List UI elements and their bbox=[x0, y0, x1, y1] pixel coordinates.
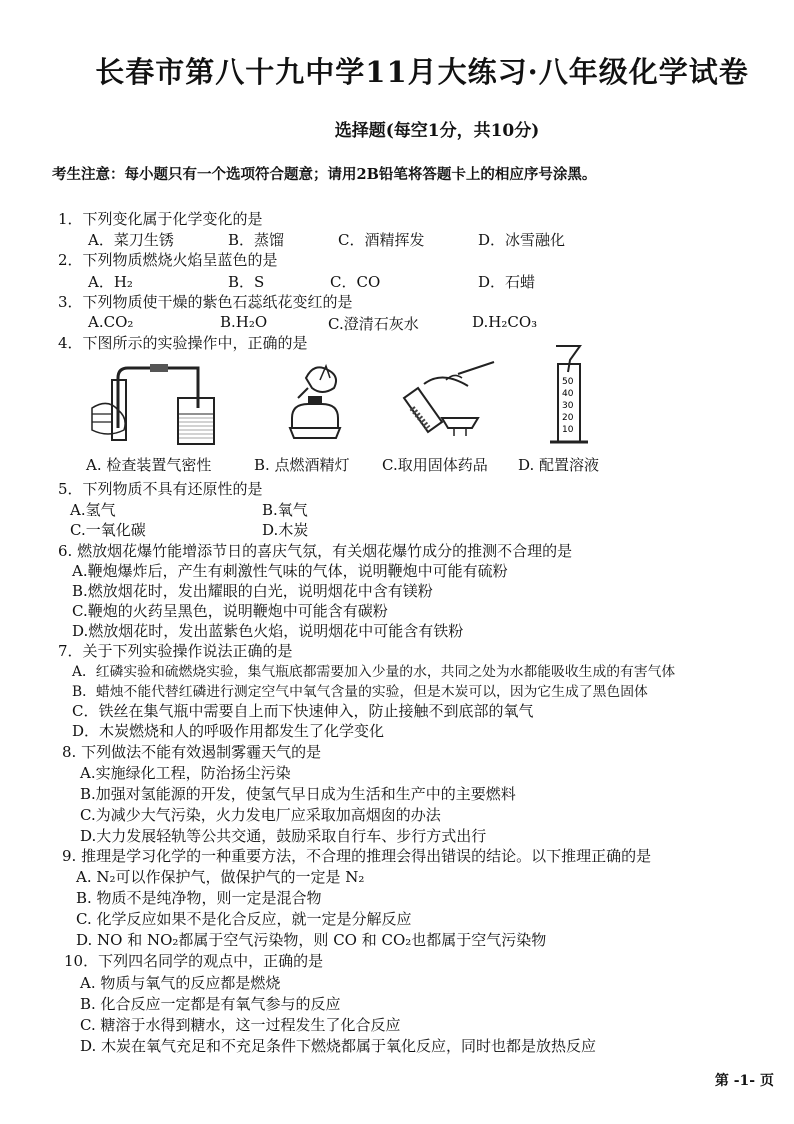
question-2-option-b: B．S bbox=[228, 273, 265, 291]
question-10-option-b: B. 化合反应一定都是有氧气参与的反应 bbox=[80, 995, 341, 1013]
question-6-stem: 6. 燃放烟花爆竹能增添节日的喜庆气氛，有关烟花爆竹成分的推测不合理的是 bbox=[58, 542, 573, 560]
question-4-option-c: C.取用固体药品 bbox=[382, 456, 488, 474]
cylinder-mark-30: 30 bbox=[562, 401, 574, 411]
question-2-option-c: C．CO bbox=[330, 273, 381, 291]
question-1-option-d: D．冰雪融化 bbox=[478, 231, 566, 249]
question-9-option-a: A. N₂可以作保护气，做保护气的一定是 N₂ bbox=[76, 868, 365, 886]
question-6-option-c: C.鞭炮的火药呈黑色，说明鞭炮中可能含有碳粉 bbox=[72, 602, 388, 620]
cylinder-mark-10: 10 bbox=[562, 425, 574, 435]
question-1-option-b: B．蒸馏 bbox=[228, 231, 285, 249]
cylinder-mark-50: 50 bbox=[562, 377, 574, 387]
section-heading: 选择题(每空1分，共10分) bbox=[334, 121, 540, 141]
question-7-option-c: C．铁丝在集气瓶中需要自上而下快速伸入，防止接触不到底部的氧气 bbox=[72, 702, 534, 720]
question-1-stem: 1．下列变化属于化学变化的是 bbox=[58, 210, 263, 228]
figure-graduated-cylinder bbox=[540, 342, 600, 452]
question-7-stem: 7．关于下列实验操作说法正确的是 bbox=[58, 642, 293, 660]
question-8-option-d: D.大力发展轻轨等公共交通，鼓励采取自行车、步行方式出行 bbox=[80, 827, 487, 845]
question-7-option-d: D．木炭燃烧和人的呼吸作用都发生了化学变化 bbox=[72, 722, 385, 740]
question-6-option-b: B.燃放烟花时，发出耀眼的白光，说明烟花中含有镁粉 bbox=[72, 582, 433, 600]
question-9-option-b: B. 物质不是纯净物，则一定是混合物 bbox=[76, 889, 322, 907]
question-1-option-c: C．酒精挥发 bbox=[338, 231, 425, 249]
question-1-option-a: A．菜刀生锈 bbox=[88, 231, 174, 249]
question-8-stem: 8. 下列做法不能有效遏制雾霾天气的是 bbox=[62, 743, 322, 761]
figure-taking-solid-reagent bbox=[398, 358, 508, 450]
question-4-stem: 4．下图所示的实验操作中，正确的是 bbox=[58, 334, 308, 352]
question-10-option-a: A. 物质与氧气的反应都是燃烧 bbox=[80, 974, 281, 992]
question-3-option-d: D.H₂CO₃ bbox=[472, 313, 538, 331]
question-5-stem: 5．下列物质不具有还原性的是 bbox=[58, 480, 263, 498]
question-3-stem: 3．下列物质使干燥的紫色石蕊纸花变红的是 bbox=[58, 293, 353, 311]
question-4-option-d: D. 配置溶液 bbox=[518, 456, 600, 474]
cylinder-mark-20: 20 bbox=[562, 413, 574, 423]
question-3-option-c: C.澄清石灰水 bbox=[328, 315, 419, 333]
question-7-option-b: B．蜡烛不能代替红磷进行测定空气中氧气含量的实验，但是木炭可以，因为它生成了黑色固体 bbox=[72, 684, 648, 700]
question-5-option-b: B.氧气 bbox=[262, 501, 308, 519]
question-2-stem: 2．下列物质燃烧火焰呈蓝色的是 bbox=[58, 251, 278, 269]
cylinder-mark-40: 40 bbox=[562, 389, 574, 399]
figure-lighting-alcohol-lamp bbox=[278, 358, 358, 450]
question-9-option-d: D. NO 和 NO₂都属于空气污染物，则 CO 和 CO₂也都属于空气污染物 bbox=[76, 931, 547, 949]
question-7-option-a: A．红磷实验和硫燃烧实验，集气瓶底都需要加入少量的水，共同之处为水都能吸收生成的有害气体 bbox=[72, 664, 676, 680]
question-8-option-b: B.加强对氢能源的开发，使氢气早日成为生活和生产中的主要燃料 bbox=[80, 785, 516, 803]
question-6-option-a: A.鞭炮爆炸后，产生有刺激性气味的气体，说明鞭炮中可能有硫粉 bbox=[72, 562, 508, 580]
question-4-option-a: A. 检查装置气密性 bbox=[86, 456, 212, 474]
question-3-option-a: A.CO₂ bbox=[88, 313, 134, 331]
question-5-option-d: D.木炭 bbox=[262, 521, 309, 539]
question-5-option-c: C.一氧化碳 bbox=[70, 521, 146, 539]
question-9-option-c: C. 化学反应如果不是化合反应，就一定是分解反应 bbox=[76, 910, 412, 928]
page-number: 第 -1- 页 bbox=[714, 1073, 774, 1089]
cylinder-scale-marks bbox=[562, 377, 574, 435]
question-10-option-d: D. 木炭在氧气充足和不充足条件下燃烧都属于氧化反应，同时也都是放热反应 bbox=[80, 1037, 597, 1055]
question-5-option-a: A.氢气 bbox=[70, 501, 116, 519]
question-6-option-d: D.燃放烟花时，发出蓝紫色火焰，说明烟花中可能含有铁粉 bbox=[72, 622, 464, 640]
question-4-option-b: B. 点燃酒精灯 bbox=[254, 456, 350, 474]
question-10-stem: 10．下列四名同学的观点中，正确的是 bbox=[64, 952, 324, 970]
question-9-stem: 9. 推理是学习化学的一种重要方法，不合理的推理会得出错误的结论。以下推理正确的是 bbox=[62, 847, 652, 865]
question-2-option-a: A．H₂ bbox=[88, 273, 133, 291]
question-8-option-c: C.为减少大气污染，火力发电厂应采取加高烟囱的办法 bbox=[80, 806, 441, 824]
question-10-option-c: C. 糖溶于水得到糖水，这一过程发生了化合反应 bbox=[80, 1016, 401, 1034]
exam-notice: 考生注意：每小题只有一个选项符合题意；请用2B铅笔将答题卡上的相应序号涂黑。 bbox=[52, 166, 597, 183]
page-title: 长春市第八十九中学11月大练习·八年级化学试卷 bbox=[95, 55, 749, 89]
question-3-option-b: B.H₂O bbox=[220, 313, 268, 331]
question-8-option-a: A.实施绿化工程，防治扬尘污染 bbox=[80, 764, 291, 782]
question-2-option-d: D．石蜡 bbox=[478, 273, 536, 291]
figure-airtightness-check bbox=[88, 358, 218, 450]
